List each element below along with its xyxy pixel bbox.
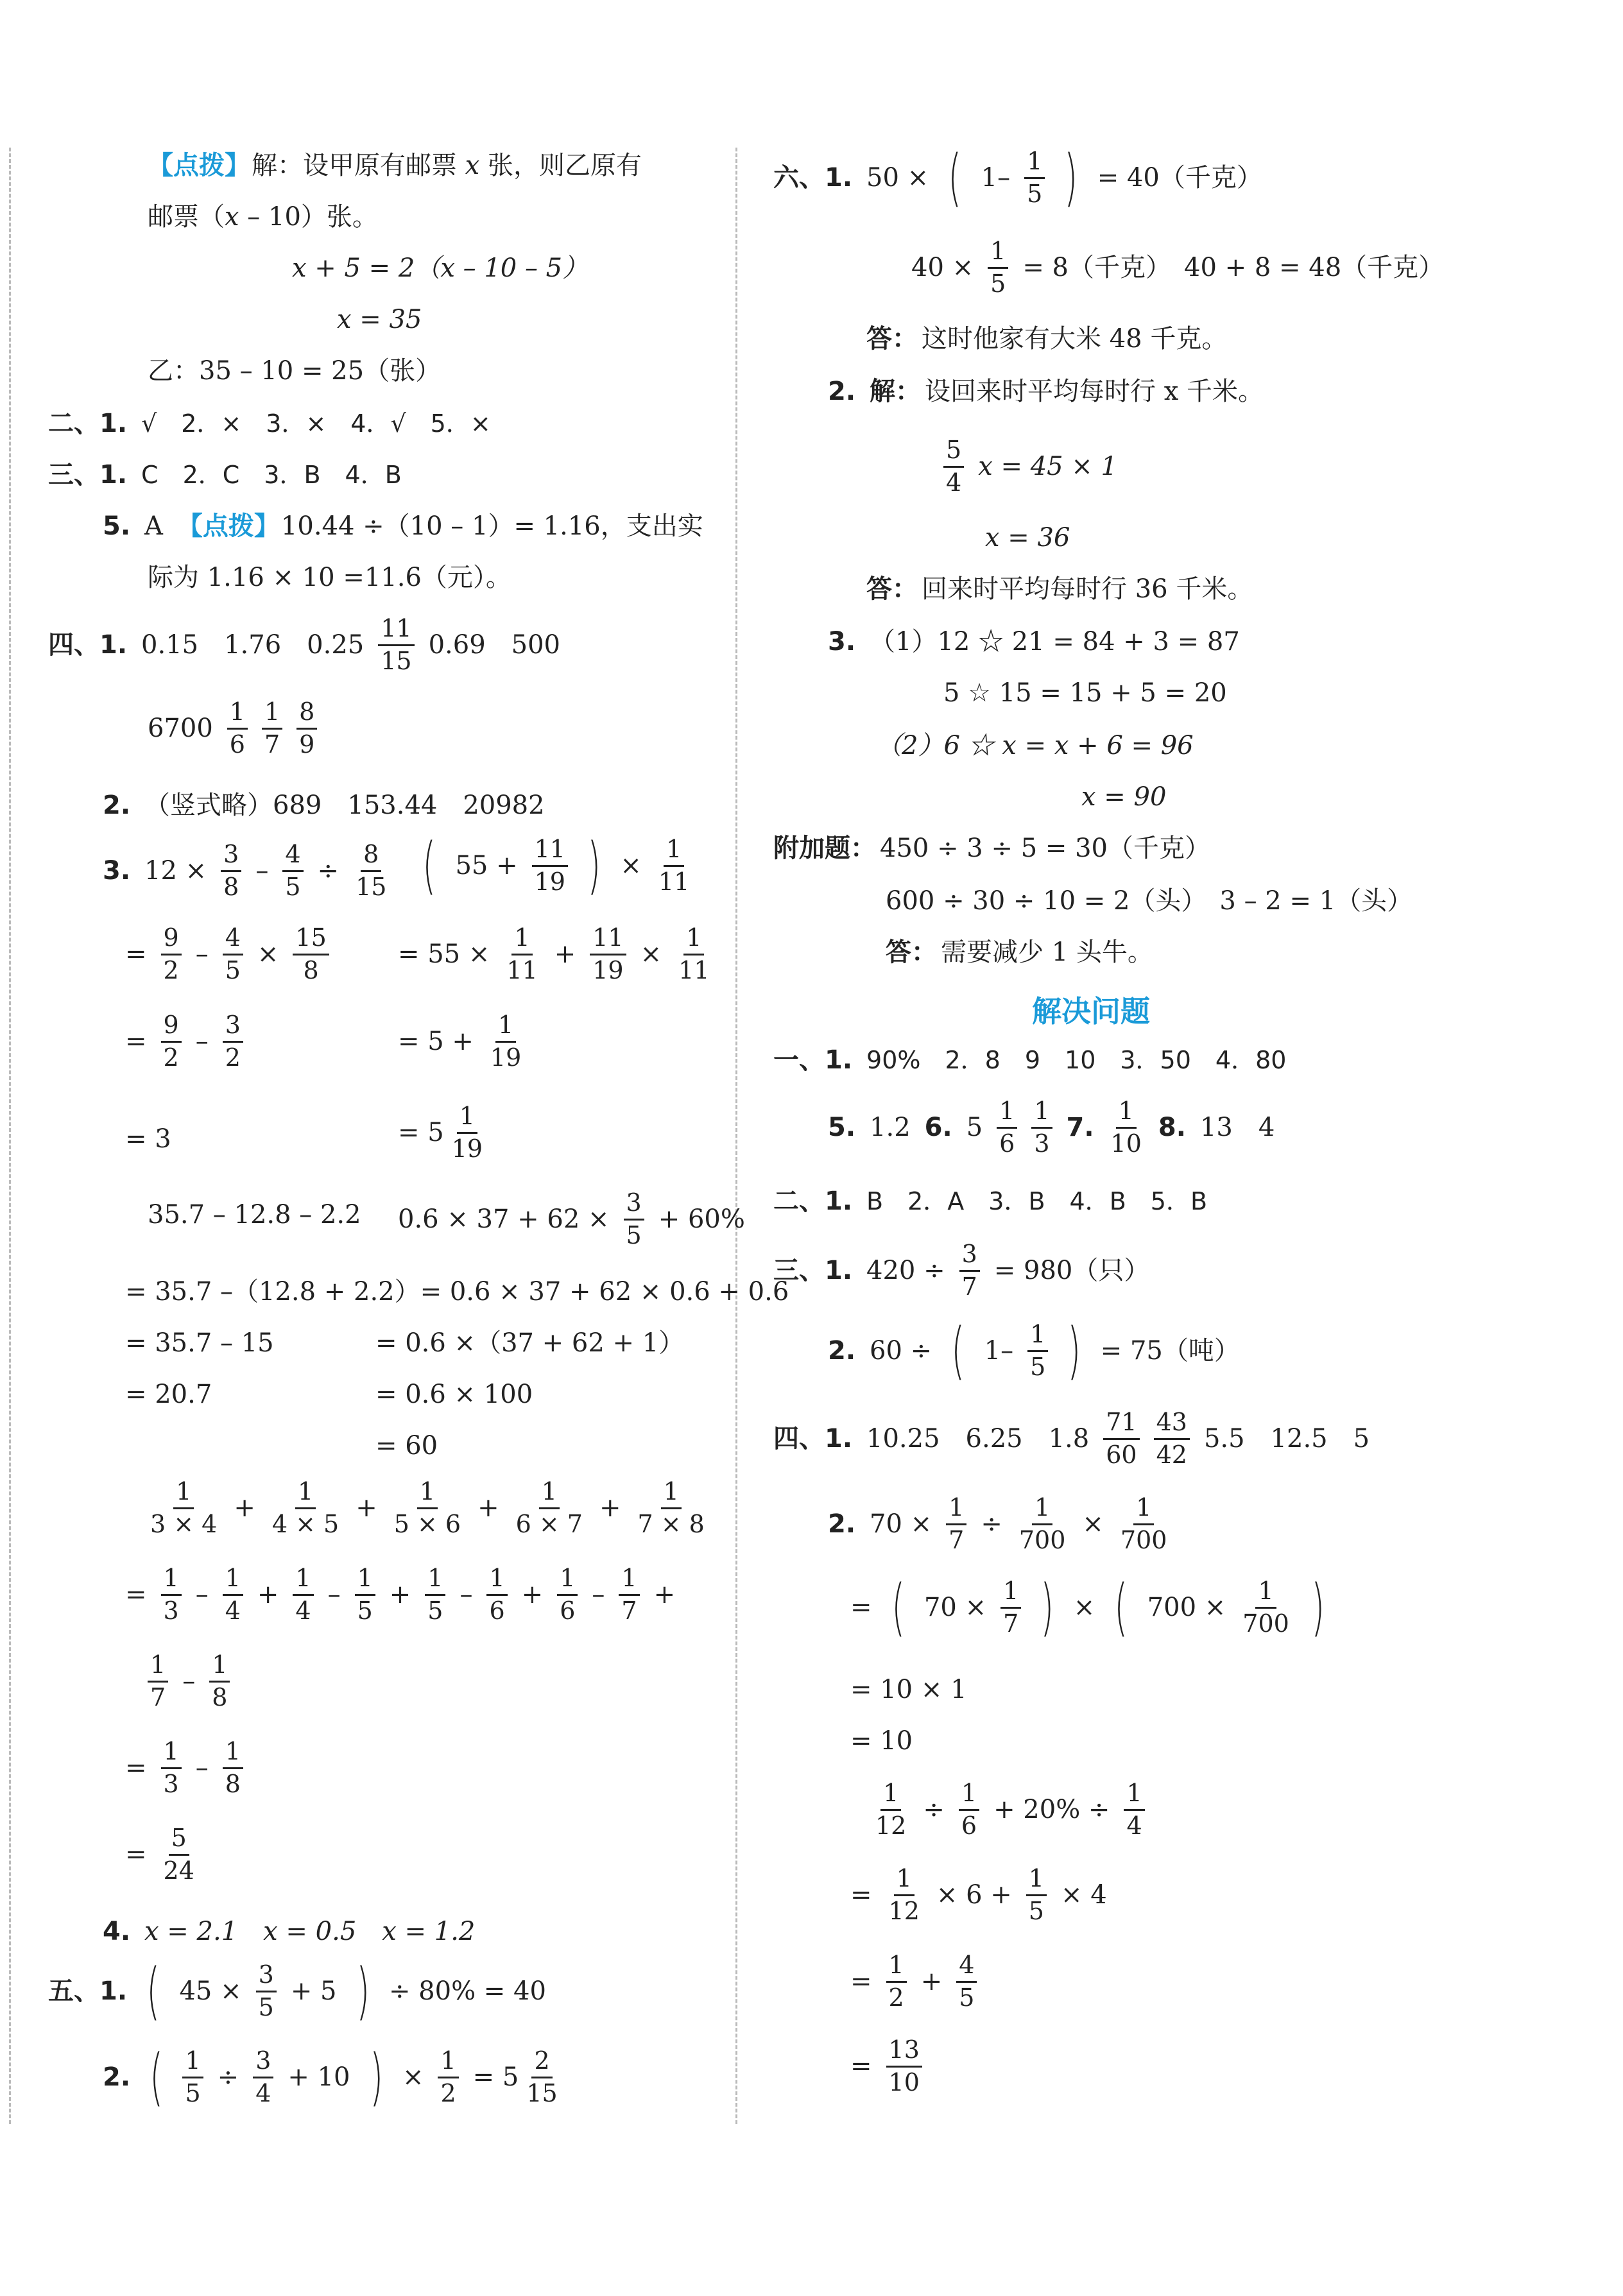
section-6-q2-eq2: x = 36 [985,523,1070,553]
part-4-q2-step3: = 10 [850,1726,913,1756]
part-4-q2-step1: = ( 70 × $\frac{1}{7}$ ) × ( 700 × $\frac{1}{700}$ ) [850,1571,1325,1643]
section-4-q3-col2-line3: = 5 + $\frac{1}{19}$ [398,1011,522,1072]
calc-row-5b: 0.6 × 37 + 62 × $\frac{3}{5}$ + 60% [398,1188,745,1249]
section-4-q1: 四、1. 0.15 1.76 0.25 $\frac{11}{15}$ 0.69 500 [48,614,560,675]
part-1-answers: 一、1. 90% 2．8 9 10 3．50 4．80 [773,1045,1287,1075]
column-divider-dashed-line [735,148,737,2124]
extra-question-2: 600 ÷ 30 ÷ 10 = 2（头） 3 – 2 = 1（头） [886,886,1413,916]
section-4-q2: 2. （竖式略）689 153.44 20982 [103,791,545,820]
section-6-q2-answer: 答： 回来时平均每时行 36 千米。 [866,574,1253,604]
section-3-q5: 5. A 【点拨】 10.44 ÷（10 – 1）= 1.16，支出实 [103,511,703,541]
section-4-q3-col2-line4: = 5 $\frac{1}{19}$ [398,1102,483,1163]
series-expanded-line: = $\frac{1}{3}$ – $\frac{1}{4}$ + $\frac{1}{4}$ – $\frac{1}{5}$ + $\frac{1}{5}$ – $\frac{1}{6}$ + $\frac{1}{6}$ – $\frac{1}{7}$ + [125,1564,676,1625]
section-6-q1: 六、1. 50 × ( 1– $\frac{1}{5}$ ) = 40（千克） [773,141,1262,214]
left-margin-dashed-line [9,148,11,2124]
hint-tag: 【点拨】 [148,151,250,180]
calc-row-8a: = 20.7 [125,1380,212,1409]
section-3-answers: 三、1. C 2．C 3．B 4．B [48,460,402,490]
equation-1: x + 5 = 2（x – 10 – 5） [292,253,588,283]
section-2-answers: 二、1. √ 2．× 3．× 4．√ 5．× [48,409,491,438]
section-heading: 解决问题 [1032,994,1150,1029]
series-simplified: = $\frac{1}{3}$ – $\frac{1}{8}$ [125,1739,243,1797]
section-4-q3-line1: 3. 12 × $\frac{3}{8}$ – $\frac{4}{5}$ ÷ $\frac{8}{15}$ [103,840,387,901]
part-4-q3: $\frac{1}{12}$ ÷ $\frac{1}{6}$ + 20% ÷ $\frac{1}{4}$ [873,1781,1145,1839]
section-4-q3-line2: = $\frac{9}{2}$ – $\frac{4}{5}$ × $\frac{15}{8}$ [125,925,329,984]
series-expanded-cont: $\frac{1}{7}$ – $\frac{1}{8}$ [148,1652,230,1711]
extra-answer: 答： 需要减少 1 头牛。 [886,938,1153,967]
calc-row-6: = 35.7 –（12.8 + 2.2）= 0.6 × 37 + 62 × 0.6 + 0.6 [125,1277,789,1306]
section-4-q3-line4: = 3 [125,1124,171,1154]
extra-question-1: 附加题： 450 ÷ 3 ÷ 5 = 30（千克） [773,834,1210,863]
part-4-q2: 2. 70 × $\frac{1}{7}$ ÷ $\frac{1}{700}$ × $\frac{1}{700}$ [828,1493,1167,1554]
part-4-q3-step2: = $\frac{1}{2}$ + $\frac{4}{5}$ [850,1953,977,2011]
calc-row-5a: 35.7 – 12.8 – 2.2 [148,1200,361,1229]
calc-row-9: = 60 [375,1431,438,1461]
part-4-q2-step2: = 10 × 1 [850,1675,967,1704]
part-3-q1: 三、1. 420 ÷ $\frac{3}{7}$ = 980（只） [773,1240,1150,1301]
calc-row-7b: = 0.6 ×（37 + 62 + 1） [375,1328,685,1358]
section-6-q1-line2: 40 × $\frac{1}{5}$ = 8（千克） 40 + 8 = 48（千克） [911,237,1445,298]
section-5-q2: 2. ( $\frac{1}{5}$ ÷ $\frac{3}{4}$ + 10 ) × $\frac{1}{2}$ = 5 $\frac{2}{15}$ [103,2041,558,2113]
equation-3: 乙：35 – 10 = 25（张） [148,356,442,386]
hint-line-1 [148,153,642,178]
part-3-q2: 2. 60 ÷ ( 1– $\frac{1}{5}$ ) = 75（吨） [828,1314,1240,1387]
section-4-q3-col2-line1: ( 55 + $\frac{11}{19}$ ) × $\frac{1}{11}$ [422,829,690,902]
calc-row-7a: = 35.7 – 15 [125,1328,274,1358]
equation-2: x = 35 [337,305,422,334]
section-6-q3-b: 5 ☆ 15 = 15 + 5 = 20 [943,678,1227,708]
section-6-q2: 2. 解： 设回来时平均每时行 x 千米。 [828,377,1264,406]
hint-text: 解：设甲原有邮票 x 张，则乙原有 [252,151,642,180]
section-6-q3-d: x = 90 [1081,782,1167,812]
part-4-q3-step1: = $\frac{1}{12}$ × 6 + $\frac{1}{5}$ × 4 [850,1864,1107,1925]
part-4-q3-result: = $\frac{13}{10}$ [850,2037,922,2096]
section-5-q1: 五、1. ( 45 × $\frac{3}{5}$ + 5 ) ÷ 80% = 40 [48,1955,546,2027]
part-1-q5-8: 5. 1.2 6. 5 $\frac{1}{6}$ $\frac{1}{3}$ 7. $\frac{1}{10}$ 8. 13 4 [828,1097,1275,1158]
calc-row-8b: = 0.6 × 100 [375,1380,533,1409]
section-6-q2-eq: $\frac{5}{4}$ x = 45 × 1 [943,438,1117,496]
section-4-q4: 4. x = 2.1 x = 0.5 x = 1.2 [103,1917,476,1946]
section-6-q1-answer: 答： 这时他家有大米 48 千克。 [866,324,1228,354]
series-sum-line: $\frac{1}{3 \times 4}$ + $\frac{1}{4 \times 5}$ + $\frac{1}{5 \times 6}$ + $\frac{1}{6 \times 7}$ + $\frac{1}{7 \times 8}$ [150,1477,705,1538]
section-6-q3-c: （2）6 ☆ x = x + 6 = 96 [876,731,1194,760]
hint-line-2: 邮票（x – 10）张。 [148,202,378,232]
section-4-q3-line3: = $\frac{9}{2}$ – $\frac{3}{2}$ [125,1013,243,1071]
section-3-q5-cont: 际为 1.16 × 10 =11.6（元）。 [148,563,511,592]
part-4-q1: 四、1. 10.25 6.25 1.8 $\frac{71}{60}$ $\frac{43}{42}$ 5.5 12.5 5 [773,1408,1370,1469]
section-6-q3-a: 3. （1）12 ☆ 21 = 84 + 3 = 87 [828,627,1240,656]
part-2-answers: 二、1. B 2．A 3．B 4．B 5．B [773,1187,1208,1216]
section-4-q1-cont: 6700 $\frac{1}{6}$ $\frac{1}{7}$ $\frac{8}{9}$ [148,699,317,758]
series-result: = $\frac{5}{24}$ [125,1824,194,1885]
section-4-q3-col2-line2: = 55 × $\frac{1}{11}$ + $\frac{11}{19}$ × $\frac{1}{11}$ [398,923,710,984]
